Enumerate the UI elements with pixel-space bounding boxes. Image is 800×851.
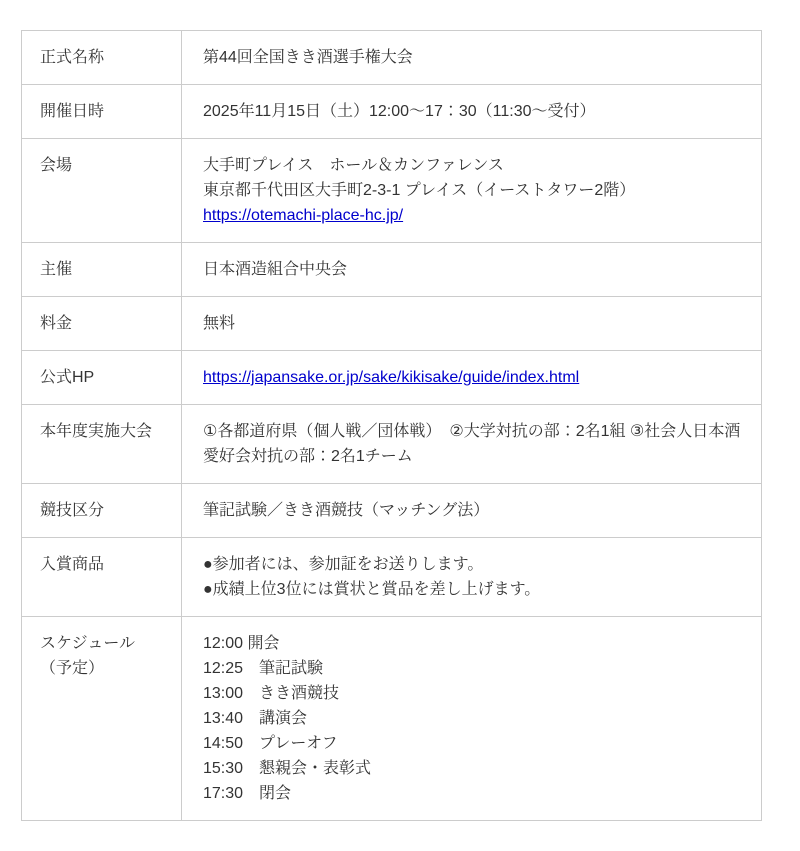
table-row	[22, 617, 762, 821]
table-row	[22, 538, 762, 617]
row-value	[182, 484, 762, 538]
external-link[interactable]: https://otemachi-place-hc.jp/	[203, 207, 404, 224]
table-row	[22, 351, 762, 405]
row-value	[182, 31, 762, 85]
value-line: ●成績上位3位には賞状と賞品を差し上げます。	[203, 581, 541, 598]
table-row	[22, 243, 762, 297]
event-info-table	[21, 30, 762, 821]
value-line: 2025年11月15日（土）12:00〜17：30（11:30〜受付）	[203, 103, 596, 120]
value-line	[203, 365, 741, 390]
row-value	[182, 351, 762, 405]
table-row	[22, 31, 762, 85]
row-value	[182, 85, 762, 139]
row-value	[182, 297, 762, 351]
row-value	[182, 538, 762, 617]
row-label: 会場	[22, 139, 182, 243]
table-row	[22, 139, 762, 243]
table-row	[22, 297, 762, 351]
value-line: 大手町プレイス ホール＆カンファレンス	[203, 157, 504, 174]
external-link[interactable]: https://japansake.or.jp/sake/kikisake/guide/index.html	[203, 369, 580, 386]
row-value	[182, 405, 762, 484]
value-line: 17:30 閉会	[203, 785, 292, 802]
row-label: 本年度実施大会	[22, 405, 182, 484]
row-label: 主催	[22, 243, 182, 297]
row-label: 競技区分	[22, 484, 182, 538]
table-row	[22, 484, 762, 538]
row-label: 正式名称	[22, 31, 182, 85]
value-line: 13:00 きき酒競技	[203, 685, 340, 702]
value-line: 14:50 プレーオフ	[203, 735, 338, 752]
row-label: 入賞商品	[22, 538, 182, 617]
value-line: 12:25 筆記試験	[203, 660, 324, 677]
row-value	[182, 243, 762, 297]
value-line: ●参加者には、参加証をお送りします。	[203, 556, 484, 573]
value-line: 日本酒造組合中央会	[203, 261, 348, 278]
value-line: 第44回全国きき酒選手権大会	[203, 49, 413, 66]
row-value	[182, 617, 762, 821]
value-line: 13:40 講演会	[203, 710, 308, 727]
table-row	[22, 85, 762, 139]
value-line: 筆記試験／きき酒競技（マッチング法）	[203, 502, 490, 519]
table-row	[22, 405, 762, 484]
row-label: 開催日時	[22, 85, 182, 139]
row-label: 料金	[22, 297, 182, 351]
value-line: ①各都道府県（個人戦／団体戦） ②大学対抗の部：2名1組 ③社会人日本酒愛好会対抗の部：2名1チーム	[203, 423, 741, 465]
value-line: 15:30 懇親会・表彰式	[203, 760, 372, 777]
row-value	[182, 139, 762, 243]
row-label: スケジュール（予定）	[22, 617, 182, 821]
value-line	[203, 203, 741, 228]
value-line: 12:00 開会	[203, 635, 280, 652]
value-line: 東京都千代田区大手町2-3-1 プレイス（イーストタワー2階）	[203, 182, 636, 199]
value-line: 無料	[203, 315, 236, 332]
row-label: 公式HP	[22, 351, 182, 405]
event-info-table-body	[22, 31, 762, 821]
